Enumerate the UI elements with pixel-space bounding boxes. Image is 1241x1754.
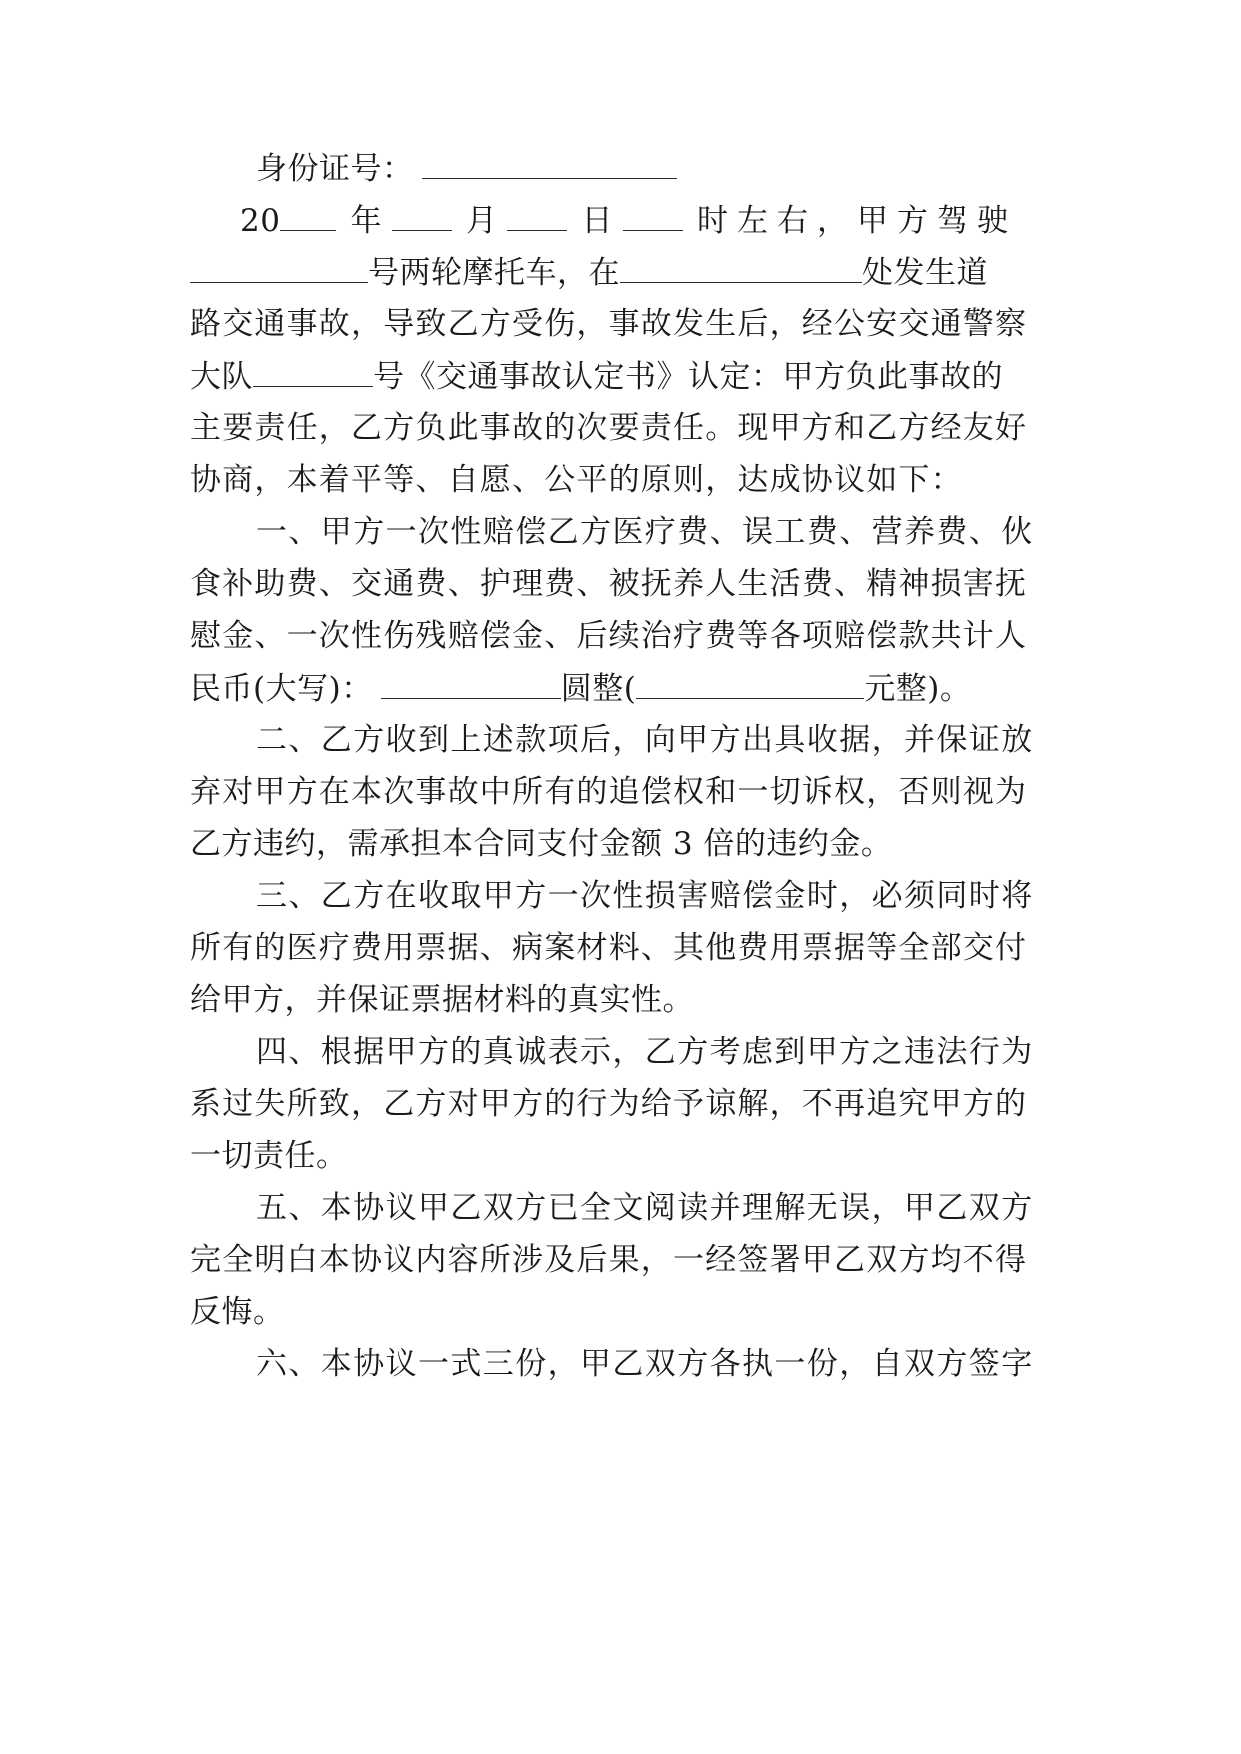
clause1-line-3: 慰金、一次性伤残赔偿金、后续治疗费等各项赔偿款共计人	[190, 618, 1028, 654]
clause1-line-4: 民币(大写)： 圆整( 元整)。	[190, 668, 971, 709]
clause6-line-1: 六、本协议一式三份，甲乙双方各执一份，自双方签字	[256, 1346, 1034, 1382]
clause2-line-1: 二、乙方收到上述款项后，向甲方出具收据，并保证放	[256, 722, 1034, 758]
intro-line-4: 大队 号《交通事故认定书》认定：甲方负此事故的	[190, 356, 1003, 397]
clause4-line-3: 一切责任。	[190, 1138, 348, 1174]
id-number-blank	[422, 148, 677, 179]
clause3-line-1: 三、乙方在收取甲方一次性损害赔偿金时，必须同时将	[256, 878, 1034, 914]
intro-line-2: 号两轮摩托车，在 处发生道	[190, 252, 988, 293]
brigade-blank	[253, 356, 373, 387]
clause4-line-1: 四、根据甲方的真诚表示，乙方考虑到甲方之违法行为	[256, 1034, 1034, 1070]
clause3-line-3: 给甲方，并保证票据材料的真实性。	[190, 982, 694, 1018]
plate-number-blank	[190, 252, 368, 283]
day-blank	[507, 200, 567, 231]
id-number-line	[256, 148, 677, 189]
intro-line-5: 主要责任，乙方负此事故的次要责任。现甲方和乙方经友好	[190, 410, 1028, 446]
amount-words-blank	[381, 668, 561, 699]
clause1-line-2: 食补助费、交通费、护理费、被抚养人生活费、精神损害抚	[190, 566, 1028, 602]
clause2-line-2: 弃对甲方在本次事故中所有的追偿权和一切诉权，否则视为	[190, 774, 1028, 810]
location-blank	[620, 252, 862, 283]
amount-figures-blank	[636, 668, 864, 699]
clause2-line-3: 乙方违约，需承担本合同支付金额 3 倍的违约金。	[190, 826, 893, 862]
clause5-line-2: 完全明白本协议内容所涉及后果，一经签署甲乙双方均不得	[190, 1242, 1028, 1278]
intro-line-6: 协商，本着平等、自愿、公平的原则，达成协议如下：	[190, 462, 963, 498]
clause5-line-3: 反悔。	[190, 1294, 285, 1330]
clause1-line-1: 一、甲方一次性赔偿乙方医疗费、误工费、营养费、伙	[256, 514, 1034, 550]
year-blank	[280, 200, 336, 231]
intro-line-3: 路交通事故，导致乙方受伤，事故发生后，经公安交通警察	[190, 306, 1028, 342]
intro-line-1: 20 年 月 日 时左右，甲方驾驶	[240, 200, 1017, 241]
clause4-line-2: 系过失所致，乙方对甲方的行为给予谅解，不再追究甲方的	[190, 1086, 1028, 1122]
hour-blank	[623, 200, 683, 231]
clause5-line-1: 五、本协议甲乙双方已全文阅读并理解无误，甲乙双方	[256, 1190, 1034, 1226]
id-number-label: 身份证号：	[256, 151, 414, 187]
month-blank	[392, 200, 452, 231]
clause3-line-2: 所有的医疗费用票据、病案材料、其他费用票据等全部交付	[190, 930, 1028, 966]
